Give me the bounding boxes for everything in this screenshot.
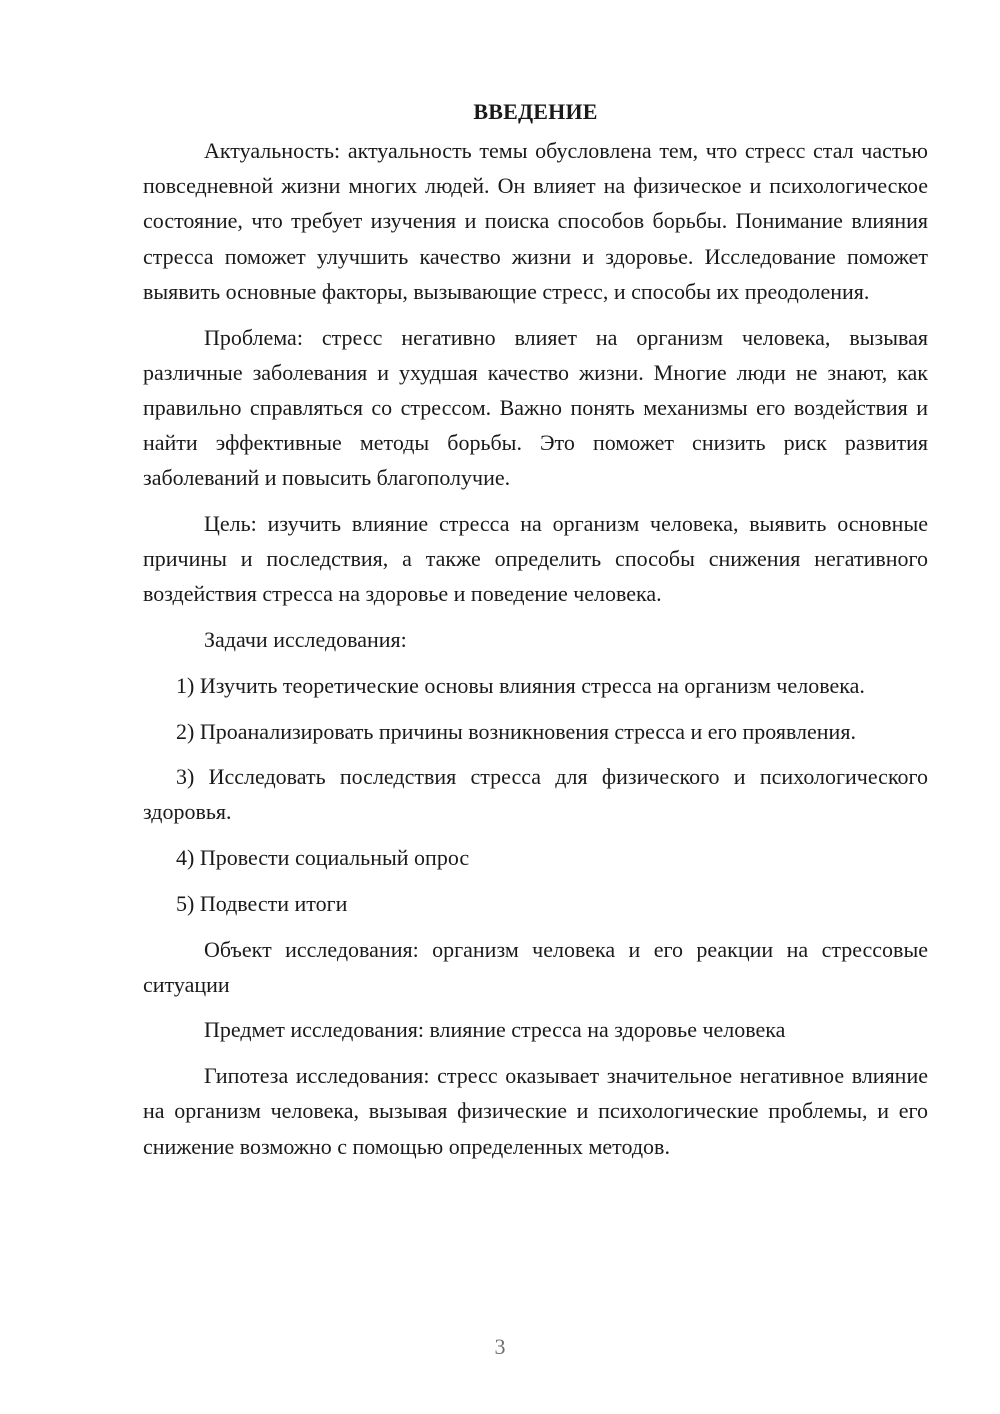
goal-paragraph: Цель: изучить влияние стресса на организм человека, выявить основные причины и последствия, а также определить способы снижения негативного воздействия стресса на здоровье и поведение человека. <box>143 511 928 607</box>
problem-paragraph: Проблема: стресс негативно влияет на организм человека, вызывая различные заболевания и ухудшая качество жизни. Многие люди не знают, как правильно справляться со стрессом. Важно понять механизмы его воздействия и найти эффективные методы борьбы. Это поможет снизить риск развития заболеваний и повысить благополучие. <box>143 324 928 491</box>
document-page <box>143 94 928 1174</box>
task-item-2: 2) Проанализировать причины возникновения стресса и его проявления. <box>176 718 856 744</box>
relevance-paragraph: Актуальность: актуальность темы обусловлена тем, что стресс стал частью повседневной жизни многих людей. Он влияет на физическое и психологическое состояние, что требует изучения и поиска способов борьбы. Понимание влияния стресса поможет улучшить качество жизни и здоровье. Исследование поможет выявить основные факторы, вызывающие стресс, и способы их преодоления. <box>143 138 928 304</box>
hypothesis-paragraph: Гипотеза исследования: стресс оказывает значительное негативное влияние на организм человека, вызывая физические и психологические проблемы, и его снижение возможно с помощью определенных методов. <box>143 1063 928 1159</box>
object-paragraph: Объект исследования: организм человека и его реакции на стрессовые ситуации <box>143 936 928 997</box>
task-item-1: 1) Изучить теоретические основы влияния стресса на организм человека. <box>176 672 865 698</box>
page-number: 3 <box>494 1334 506 1359</box>
task-item-4: 4) Провести социальный опрос <box>176 845 470 871</box>
tasks-heading: Задачи исследования: <box>204 627 407 653</box>
section-title: ВВЕДЕНИЕ <box>473 99 598 124</box>
subject-paragraph: Предмет исследования: влияние стресса на здоровье человека <box>204 1017 786 1043</box>
task-item-5: 5) Подвести итоги <box>176 890 348 916</box>
task-item-3: 3) Исследовать последствия стресса для физического и психологического здоровья. <box>143 764 928 825</box>
